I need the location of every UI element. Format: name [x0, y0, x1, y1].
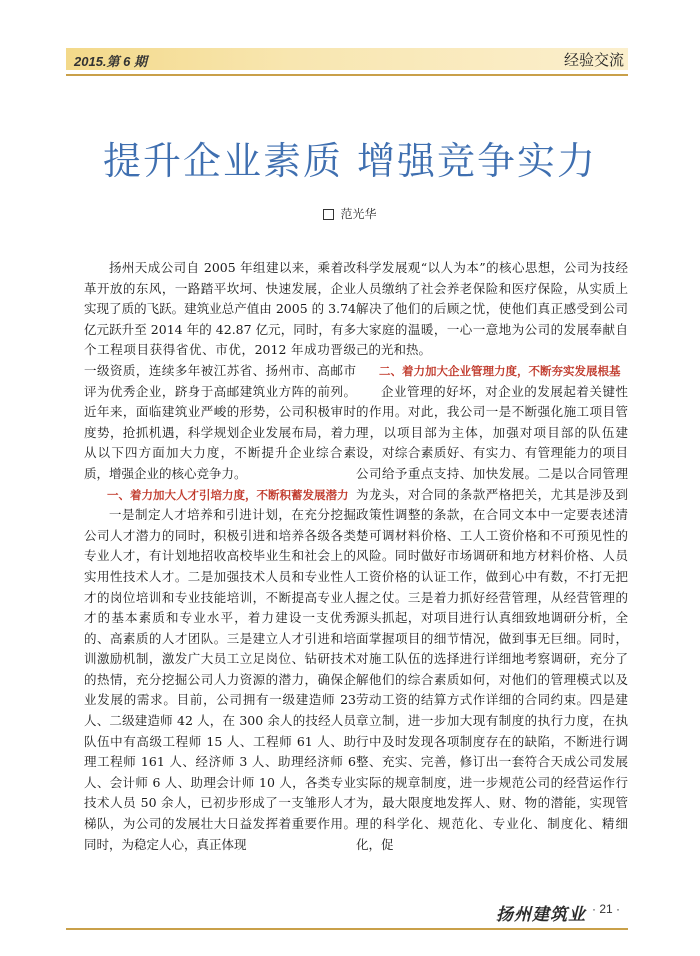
author-name: 范光华 [340, 207, 377, 221]
header-bar [66, 48, 628, 70]
square-icon [323, 209, 334, 220]
section-heading: 一、着力加大人才引培力度，不断积蓄发展潜力 [107, 487, 349, 502]
paragraph: 科学发展观“以人为本”的核心思想，公司为技经人员缴纳了社会养老保险和医疗保险，从实质上解决了他们的后顾之忧，使他们真正感受到公司大家庭的温暖，一心一意地为公司的发展奉献自己的光和热。 [356, 260, 628, 358]
page-header [66, 48, 628, 76]
issue-number: 2015.第 6 期 [74, 54, 147, 69]
page-footer [496, 896, 636, 930]
left-column [84, 258, 356, 855]
article-title: 提升企业素质 增强竞争实力 [102, 139, 598, 183]
paragraph: 企业管理的好坏，对企业的发展起着关键性的作用。对此，我公司一是不断强化施工项目管理，以项目部为主体，加强对项目部的队伍建设，对综合素质好、有实力、有管理能力的项目公司给予重点支持、加快发展。二是以合同管理为龙头，对合同的条款严格把关，尤其是涉及到政策性调整的条款，在合同文本中一定要表述清楚可调材料价格、工人工资价格和不可预见性的风险。同时做好市场调研和地方材料价格、人员工资价格的认证工作，做到心中有数，不打无把握之仗。三是着力抓好经营管理，从经营管理的源头抓起，对项目进行认真细致地调研分析，全面掌握项目的细节情况，做到事无巨细。同时，对施工队伍的选择进行详细地考察调研，充分了解他们的综合素质如何，对他们的管理模式以及劳动工资的结算方式作详细的合同约束。四是建章立制，进一步加大现有制度的执行力度，在执行中及时发现各项制度存在的缺陷，不断进行调整、充实、完善，修订出一套符合天成公司发展实际的规章制度，进一步规范公司的经营运作行为，最大限度地发挥人、财、物的潜能，实现管理的科学化、规范化、专业化、制度化、精细化，促 [356, 383, 628, 852]
author-line [0, 205, 700, 222]
paragraph: 扬州天成公司自 2005 年组建以来，乘着改革开放的东风，一路踏平坎坷、快速发展，企业实现了质的飞跃。建筑业总产值由 2005 的 3.74 亿元跃升至 2014 年的 42.87 亿元，同时，有多个工程项目获得省优、市优，2012 年成功晋级一级资质，连续多年被江苏省、扬州市、高邮市评为优秀企业，跻身于高邮建筑业方阵的前列。近年来，面临建筑业严峻的形势，公司积极审时度势，抢抓机遇，科学规划企业发展布局，着力从以下四方面加大力度，不断提升企业综合素质，增强企业的核心竞争力。 [84, 260, 356, 481]
right-column [356, 258, 628, 855]
magazine-logo: 扬州建筑业 [496, 905, 586, 925]
section-heading: 二、着力加大企业管理力度，不断夯实发展根基 [379, 363, 621, 378]
footer-rule [66, 928, 628, 930]
paragraph: 一是制定人才培养和引进计划，在充分挖掘公司人才潜力的同时，积极引进和培养各级各类专业人才，有计划地招收高校毕业生和社会上的实用性技术人才。二是加强技术人员和专业性人才的岗位培训和专业技能培训，不断提高专业人才的基本素质和专业水平，着力建设一支优秀的、高素质的人才团队。三是建立人才引进和培训激励机制，激发广大员工立足岗位、钻研技术的热情，充分挖掘公司人力资源的潜力，确保企业发展的需求。目前，公司拥有一级建造师 23 人、二级建造师 42 人，在 300 余人的技经人员队伍中有高级工程师 15 人、工程师 61 人、助理工程师 161 人、经济师 3 人、助理经济师 6 人、会计师 6 人、助理会计师 10 人，各类专业技术人员 50 余人，已初步形成了一支雏形人才梯队，为公司的发展壮大日益发挥着重要作用。同时，为稳定人心，真正体现 [84, 507, 356, 852]
page-number: · 21 · [592, 902, 621, 916]
section-name: 经验交流 [563, 51, 624, 69]
